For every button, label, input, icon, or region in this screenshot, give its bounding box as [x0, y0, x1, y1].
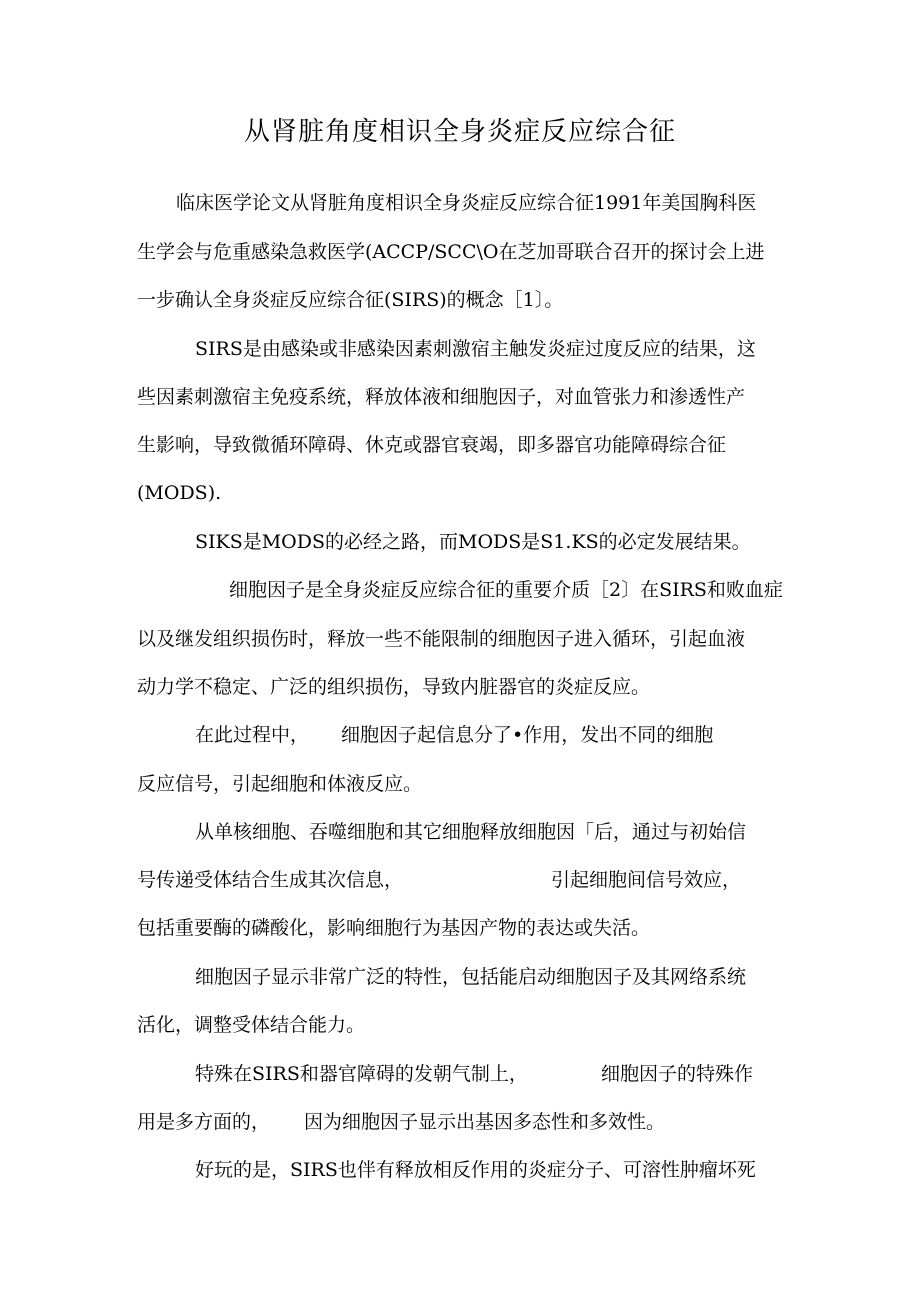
paragraph-4-line-2: 以及继发组织损伤时，释放一些不能限制的细胞因子进入循环，引起血液 [137, 628, 746, 650]
paragraph-8-line-1a: 特殊在SIRS和器官障碍的发朝气制上， [195, 1063, 528, 1085]
paragraph-4-line-3: 动力学不稳定、广泛的组织损伤，导致内脏器官的炎症反应。 [137, 676, 651, 698]
paragraph-5-line-1a: 在此过程中， [195, 724, 310, 746]
paragraph-2-line-4: (MODS). [137, 482, 222, 504]
paragraph-6-line-3: 包括重要酶的磷酸化，影响细胞行为基因产物的表达或失活。 [137, 917, 651, 939]
paragraph-4-line-1: 细胞因子是全身炎症反应综合征的重要介质［2〕在SIRS和败血症 [229, 579, 783, 601]
paragraph-8-line-2a: 用是多方面的， [137, 1111, 271, 1133]
paragraph-5-line-2: 反应信号，引起细胞和体液反应。 [137, 773, 423, 795]
paragraph-7-line-2: 活化，调整受体结合能力。 [137, 1014, 366, 1036]
paragraph-8-line-2b: 因为细胞因子显示出基因多态性和多效性。 [304, 1111, 666, 1133]
paragraph-2-line-2: 些因素刺激宿主免疫系统，释放体液和细胞因子，对血管张力和渗透性产 [137, 386, 746, 408]
paragraph-6-line-1: 从单核细胞、吞噬细胞和其它细胞释放细胞因「后，通过与初始信 [195, 821, 747, 843]
paragraph-1-line-1: 临床医学论文从肾脏角度相识全身炎症反应综合征1991年美国胸科医 [176, 192, 757, 214]
paragraph-1-line-3: 一步确认全身炎症反应综合征(SIRS)的概念［1〕。 [137, 289, 564, 311]
paragraph-2-line-1: SIRS是由感染或非感染因素刺激宿主触发炎症过度反应的结果，这 [195, 338, 756, 360]
paragraph-1-line-2: 生学会与危重感染急救医学(ACCP/SCC\O在芝加哥联合召开的探讨会上进 [137, 241, 765, 263]
paragraph-6-line-2b: 引起细胞间信号效应， [551, 869, 742, 891]
paragraph-5-line-1b: 细胞因子起信息分了•作用，发出不同的细胞 [341, 724, 714, 746]
paragraph-6-line-2a: 号传递受体结合生成其次信息， [137, 869, 404, 891]
document-title: 从肾脏角度相识全身炎症反应综合征 [243, 117, 676, 147]
paragraph-2-line-3: 生影响，导致微循环障碍、休克或器官衰竭，即多器官功能障碍综合征 [137, 434, 727, 456]
paragraph-7-line-1: 细胞因子显示非常广泛的特性，包括能启动细胞因子及其网络系统 [195, 966, 747, 988]
paragraph-3-line-1: SIKS是MODS的必经之路，而MODS是S1.KS的必定发展结果。 [195, 531, 751, 553]
paragraph-9-line-1: 好玩的是，SIRS也伴有释放相反作用的炎症分子、可溶性肿瘤坏死 [195, 1159, 756, 1181]
paragraph-8-line-1b: 细胞因子的特殊作 [601, 1063, 754, 1085]
